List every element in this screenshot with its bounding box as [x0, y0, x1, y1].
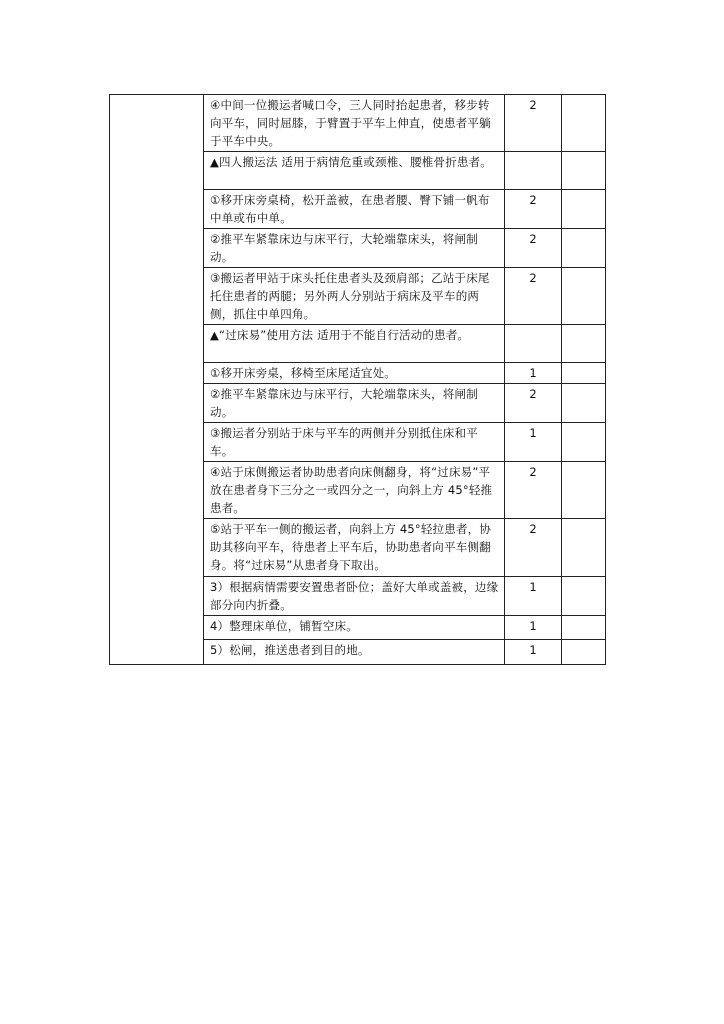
score-cell: 1 [505, 363, 562, 384]
notes-cell [562, 268, 606, 325]
notes-cell [562, 423, 606, 462]
notes-cell [562, 577, 606, 616]
table-row [110, 95, 606, 152]
step-text: ▲“过床易”使用方法 适用于不能自行活动的患者。 [204, 325, 505, 363]
score-cell [505, 325, 562, 363]
step-text: ▲四人搬运法 适用于病情危重或颈椎、腰椎骨折患者。 [204, 152, 505, 190]
notes-cell [562, 384, 606, 423]
step-text: 3）根据病情需要安置患者卧位；盖好大单或盖被，边缘部分向内折叠。 [204, 577, 505, 616]
score-cell: 2 [505, 268, 562, 325]
score-cell: 2 [505, 190, 562, 229]
notes-cell [562, 640, 606, 665]
score-cell: 2 [505, 462, 562, 519]
notes-cell [562, 616, 606, 640]
score-cell: 1 [505, 640, 562, 665]
score-cell: 1 [505, 577, 562, 616]
score-cell [505, 152, 562, 190]
step-text: ③搬运者甲站于床头托住患者头及颈肩部；乙站于床尾托住患者的两腿；另外两人分别站于病床及平车的两侧，抓住中单四角。 [204, 268, 505, 325]
score-cell: 2 [505, 384, 562, 423]
score-cell: 2 [505, 95, 562, 152]
notes-cell [562, 325, 606, 363]
notes-cell [562, 190, 606, 229]
step-text: ②推平车紧靠床边与床平行，大轮端靠床头，将闸制动。 [204, 384, 505, 423]
notes-cell [562, 229, 606, 268]
score-cell: 1 [505, 616, 562, 640]
step-text: ④中间一位搬运者喊口令，三人同时抬起患者，移步转向平车，同时屈膝，于臂置于平车上伸直，使患者平躺于平车中央。 [204, 95, 505, 152]
procedure-table [109, 94, 606, 665]
step-text: 5）松闸，推送患者到目的地。 [204, 640, 505, 665]
notes-cell [562, 152, 606, 190]
notes-cell [562, 519, 606, 577]
notes-cell [562, 462, 606, 519]
step-text: ③搬运者分别站于床与平车的两侧并分别抵住床和平车。 [204, 423, 505, 462]
step-text: 4）整理床单位，铺暂空床。 [204, 616, 505, 640]
score-cell: 2 [505, 229, 562, 268]
step-text: ⑤站于平车一侧的搬运者，向斜上方 45°轻拉患者，协助其移向平车，待患者上平车后，协助患者向平车侧翻身。将“过床易”从患者身下取出。 [204, 519, 505, 577]
step-text: ①移开床旁桌，移椅至床尾适宜处。 [204, 363, 505, 384]
step-text: ④站于床侧搬运者协助患者向床侧翻身，将“过床易”平放在患者身下三分之一或四分之一，向斜上方 45°轻推患者。 [204, 462, 505, 519]
step-text: ①移开床旁桌椅，松开盖被，在患者腰、臀下铺一帆布中单或布中单。 [204, 190, 505, 229]
notes-cell [562, 95, 606, 152]
score-cell: 1 [505, 423, 562, 462]
left-category-cell [110, 95, 204, 665]
notes-cell [562, 363, 606, 384]
step-text: ②推平车紧靠床边与床平行，大轮端靠床头，将闸制动。 [204, 229, 505, 268]
score-cell: 2 [505, 519, 562, 577]
